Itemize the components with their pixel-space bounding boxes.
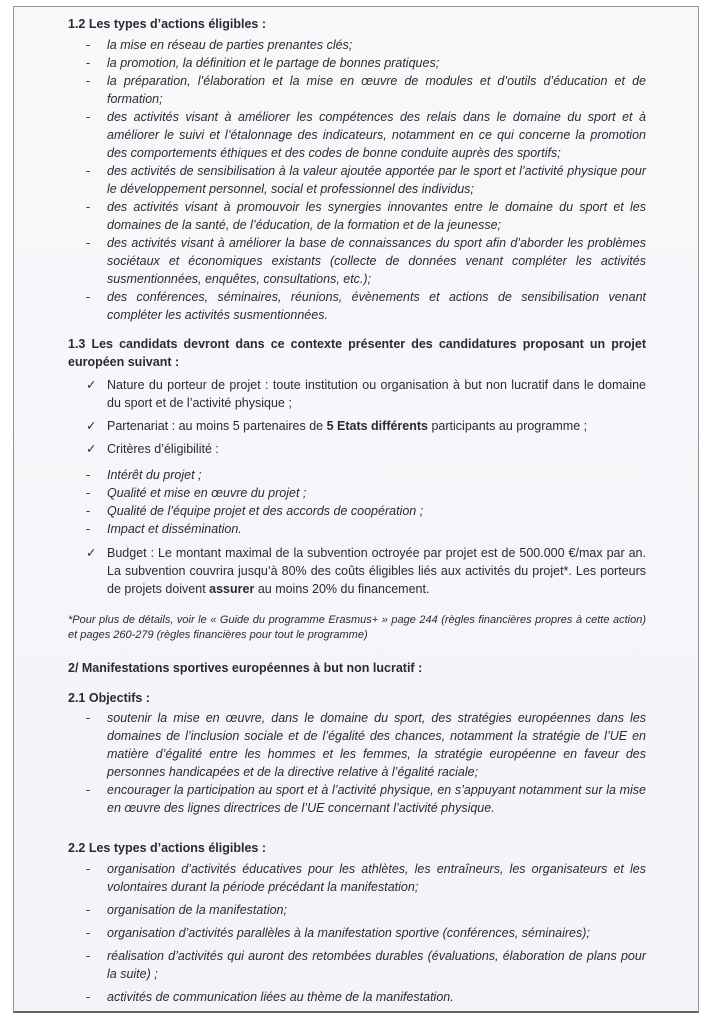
list-item-text [107,162,646,198]
dash-list-item [68,924,646,942]
text-run: 2/ Manifestations sportives européennes à but non lucratif : [68,661,423,675]
dash-bullet-icon: - [86,236,91,250]
list-item-text [107,544,646,598]
checklist-item [68,417,646,435]
text-run: des conférences, séminaires, réunions, évènements et actions de sensibilisation venant compléter les activités susmentionnées. [107,290,646,322]
bold-text-run: 5 Etats différents [326,419,428,433]
dash-list-item [68,709,646,781]
list-item-text [107,484,646,502]
text-run: 2.2 Les types d’actions éligibles : [68,841,266,855]
section-1-2-heading [68,15,646,33]
text-run: des activités de sensibilisation à la valeur ajoutée apportée par le sport et l’activité physique pour le développement personnel, social et professionnel des individus; [107,164,646,196]
dash-list-item [68,947,646,983]
dash-bullet-icon: - [86,504,91,518]
dash-bullet-icon: - [86,926,91,940]
list-item-text [107,36,646,54]
text-run: encourager la participation au sport et à l’activité physique, en s’appuyant notamment sur la mise en œuvre des lignes directrices de l’UE concernant l’activité physique. [107,783,646,815]
dash-bullet-icon: - [86,522,91,536]
text-run: la préparation, l’élaboration et la mise en œuvre de modules et d’outils d’éducation et de formation; [107,74,646,106]
list-item-text [107,901,646,919]
text-run: 1.2 Les types d’actions éligibles : [68,17,266,31]
section-1-3-heading [68,335,646,371]
list-item-text [107,234,646,288]
dash-list-item [68,988,646,1006]
footnote [68,613,646,643]
dash-list-item [68,234,646,288]
document-page [13,6,699,1013]
text-run: participants au programme ; [428,419,588,433]
text-run: réalisation d’activités qui auront des retombées durables (évaluations, élaboration de plans pour la suite) ; [107,949,646,981]
list-item-text [107,860,646,896]
dash-list-item [68,36,646,54]
section-2-heading [68,659,646,677]
dash-bullet-icon: - [86,990,91,1004]
text-run: la mise en réseau de parties prenantes clés; [107,38,353,52]
checkmark-icon: ✓ [86,442,97,456]
dash-list-item [68,288,646,324]
list-item-text [107,988,646,1006]
text-run: soutenir la mise en œuvre, dans le domaine du sport, des stratégies européennes dans les domaines de l’inclusion sociale et de l’égalité des chances, notamment la stratégie de l’UE en matière d’égalité entre les hommes et les femmes, la stratégie européenne en faveur des personnes handicapées et de la directive relative à l’égalité raciale; [107,711,646,779]
dash-bullet-icon: - [86,74,91,88]
text-run: organisation d’activités parallèles à la manifestation sportive (conférences, séminaires); [107,926,590,940]
text-run: 2.1 Objectifs : [68,691,150,705]
list-item-text [107,108,646,162]
text-run: activités de communication liées au thème de la manifestation. [107,990,454,1004]
dash-bullet-icon: - [86,290,91,304]
actions-list-2-2 [68,860,646,1006]
bold-text-run: assurer [209,582,255,596]
dash-bullet-icon: - [86,200,91,214]
list-item-text [107,417,646,435]
text-run: Critères d’éligibilité : [107,442,219,456]
text-run: Partenariat : au moins 5 partenaires de [107,419,327,433]
dash-bullet-icon: - [86,711,91,725]
list-item-text [107,781,646,817]
dash-list-item [68,72,646,108]
section-2-2-heading [68,839,646,857]
document-content [68,15,646,1006]
actions-list-1-2 [68,36,646,324]
list-item-text [107,502,646,520]
list-item-text [107,924,646,942]
checkmark-icon: ✓ [86,378,97,392]
checklist-item [68,544,646,598]
dash-bullet-icon: - [86,486,91,500]
dash-bullet-icon: - [86,110,91,124]
dash-list-item [68,198,646,234]
list-item-text [107,466,646,484]
dash-bullet-icon: - [86,903,91,917]
text-run: au moins 20% du financement. [254,582,430,596]
list-item-text [107,376,646,412]
list-item-text [107,520,646,538]
list-item-text [107,72,646,108]
list-item-text [107,947,646,983]
text-run: des activités visant à améliorer les compétences des relais dans le domaine du sport et à améliorer le suivi et l’étalonnage des indicateurs, notamment en ce qui concerne la promotion des comportements éthiques et des codes de bonne conduite auprès des sportifs; [107,110,646,160]
criteria-sublist [68,466,646,538]
text-run: organisation d’activités éducatives pour les athlètes, les entraîneurs, les organisateurs et les volontaires durant la période précédant la manifestation; [107,862,646,894]
text-run: organisation de la manifestation; [107,903,287,917]
budget-checklist [68,544,646,598]
list-item-text [107,709,646,781]
dash-bullet-icon: - [86,56,91,70]
list-item-text [107,440,646,458]
list-item-text [107,198,646,234]
dash-list-item [68,108,646,162]
dash-list-item [68,484,646,502]
checkmark-icon: ✓ [86,546,97,560]
text-run: des activités visant à améliorer la base de connaissances du sport afin d’aborder les problèmes sociétaux et économiques existants (collecte de données venant compléter les activités susmentionnées, enquêtes, consultations, etc.); [107,236,646,286]
text-run: Impact et dissémination. [107,522,242,536]
text-run: Qualité et mise en œuvre du projet ; [107,486,307,500]
list-item-text [107,54,646,72]
dash-list-item [68,520,646,538]
text-run: des activités visant à promouvoir les synergies innovantes entre le domaine du sport et les domaines de la santé, de l’éducation, de la formation et de la jeunesse; [107,200,646,232]
dash-list-item [68,162,646,198]
checkmark-icon: ✓ [86,419,97,433]
checklist-item [68,440,646,458]
dash-bullet-icon: - [86,38,91,52]
text-run: *Pour plus de détails, voir le « Guide du programme Erasmus+ » page 244 (règles financières propres à cette action) et pages 260-279 (règles financières pour tout le programme) [68,614,646,641]
list-item-text [107,288,646,324]
dash-list-item [68,860,646,896]
eligibility-checklist [68,376,646,458]
text-run: Qualité de l’équipe projet et des accords de coopération ; [107,504,424,518]
checklist-item [68,376,646,412]
dash-bullet-icon: - [86,862,91,876]
dash-list-item [68,54,646,72]
dash-bullet-icon: - [86,164,91,178]
text-run: Budget : Le montant maximal de la subvention octroyée par projet est de 500.000 €/max par an. La subvention couvrira jusqu’à 80% des coûts éligibles liés aux activités du projet*. Les porteurs de projets doivent [107,546,646,596]
text-run: Intérêt du projet ; [107,468,202,482]
dash-bullet-icon: - [86,949,91,963]
dash-bullet-icon: - [86,468,91,482]
dash-list-item [68,466,646,484]
section-2-1-heading [68,689,646,707]
text-run: Nature du porteur de projet : toute institution ou organisation à but non lucratif dans le domaine du sport et de l’activité physique ; [107,378,646,410]
text-run: 1.3 Les candidats devront dans ce contexte présenter des candidatures proposant un projet européen suivant : [68,337,646,369]
dash-list-item [68,781,646,817]
dash-bullet-icon: - [86,783,91,797]
objectives-list [68,709,646,817]
text-run: la promotion, la définition et le partage de bonnes pratiques; [107,56,440,70]
dash-list-item [68,502,646,520]
dash-list-item [68,901,646,919]
